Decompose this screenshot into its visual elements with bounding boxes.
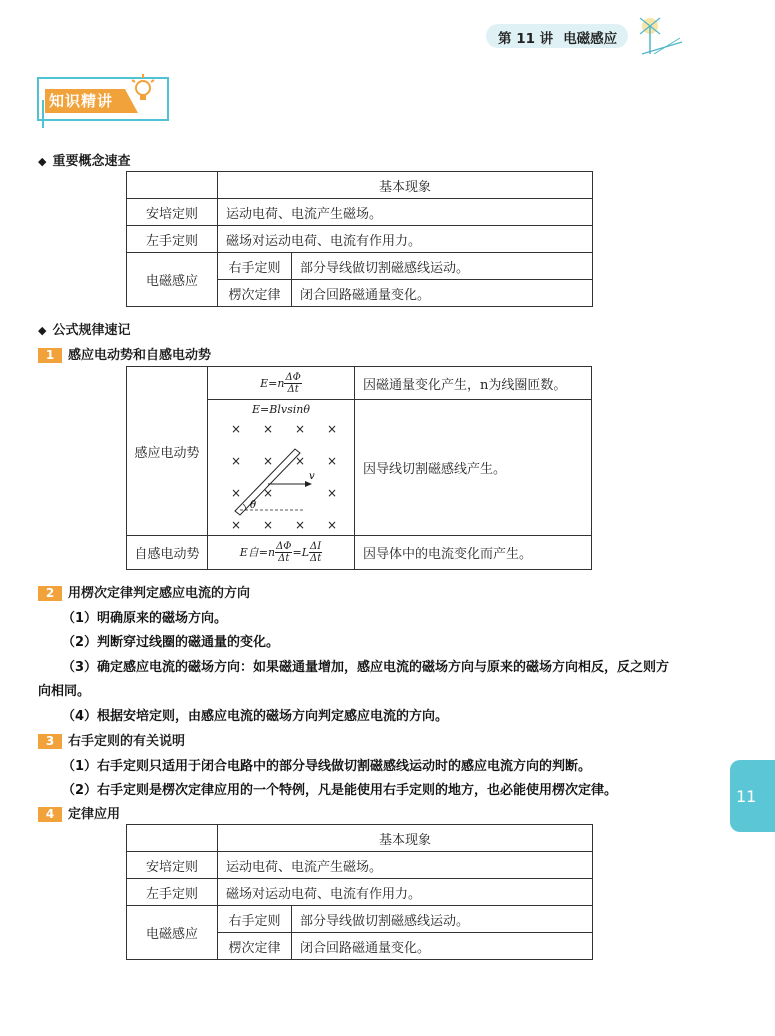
lecture-topic: 电磁感应	[563, 31, 618, 47]
formula-faraday: E=n $\frac{\Delta\Phi}{\Delta t}$	[208, 367, 355, 400]
table-row	[127, 367, 592, 400]
item-heading-1	[38, 344, 211, 363]
page-number: 11	[736, 787, 757, 806]
item-title: 用楞次定律判定感应电流的方向	[68, 586, 251, 601]
self-emf-label: 自感电动势	[127, 536, 208, 570]
row-desc: 运动电荷、电流产生磁场。	[218, 199, 593, 226]
cross-mark: ×	[295, 518, 306, 532]
section-heading-formulas	[38, 319, 130, 338]
row-desc: 运动电荷、电流产生磁场。	[218, 852, 593, 879]
item-heading-4	[38, 803, 120, 822]
cross-mark: ×	[263, 486, 274, 500]
item-heading-3	[38, 730, 185, 749]
cross-mark: ×	[327, 486, 338, 500]
sub-desc: 闭合回路磁通量变化。	[292, 933, 593, 960]
table-header: 基本现象	[218, 172, 593, 199]
table-row	[127, 906, 593, 933]
paragraph: （2）右手定则是楞次定律应用的一个特例，凡是能使用右手定则的地方，也必能使用楞次定律。	[62, 783, 618, 798]
cross-mark: ×	[231, 454, 242, 468]
theta-label: θ	[250, 500, 257, 511]
item-title: 定律应用	[68, 807, 121, 822]
cross-mark: ×	[295, 454, 306, 468]
paragraph: （3）确定感应电流的磁场方向：如果磁通量增加，感应电流的磁场方向与原来的磁场方向相反，反之则方	[62, 660, 670, 675]
section-heading-concepts	[38, 150, 130, 169]
row-desc: 磁场对运动电荷、电流有作用力。	[218, 879, 593, 906]
item-number-badge: 1	[38, 348, 62, 363]
item-title: 右手定则的有关说明	[68, 734, 186, 749]
paragraph: 向相同。	[38, 684, 91, 699]
section-title: 公式规律速记	[52, 323, 131, 338]
conductor-diagram	[208, 416, 354, 534]
lecture-number: 第 11 讲	[498, 31, 554, 47]
magnetic-field-crosses	[231, 422, 337, 532]
cross-mark: ×	[231, 422, 242, 436]
table-row	[127, 536, 592, 570]
cross-mark: ×	[327, 422, 338, 436]
cross-mark: ×	[263, 518, 274, 532]
item-heading-2	[38, 582, 250, 601]
table-row	[127, 253, 593, 280]
sub-desc: 部分导线做切割磁感线运动。	[292, 906, 593, 933]
item-title: 感应电动势和自感电动势	[68, 348, 212, 363]
row-desc: 磁场对运动电荷、电流有作用力。	[218, 226, 593, 253]
item-number-badge: 3	[38, 734, 62, 749]
cross-mark: ×	[263, 454, 274, 468]
row-name: 左手定则	[127, 226, 218, 253]
table-row	[127, 172, 593, 199]
table-row	[127, 825, 593, 852]
diamond-icon: ◆	[38, 324, 47, 337]
table-row	[127, 199, 593, 226]
diamond-icon: ◆	[38, 155, 47, 168]
group-name: 电磁感应	[127, 906, 218, 960]
sub-name: 楞次定律	[218, 280, 292, 307]
formula-motional-desc: 因导线切割磁感线产生。	[355, 400, 592, 536]
formula-self-induction: E自=n $\frac{\Delta\Phi}{\Delta t}$ =L $\frac{\Delta I}{\Delta t}$	[208, 536, 355, 570]
sub-desc: 闭合回路磁通量变化。	[292, 280, 593, 307]
table-row	[127, 852, 593, 879]
sub-name: 右手定则	[218, 253, 292, 280]
row-name: 左手定则	[127, 879, 218, 906]
formula-table	[126, 366, 592, 570]
table-header: 基本现象	[218, 825, 593, 852]
cross-mark: ×	[327, 454, 338, 468]
cross-mark: ×	[231, 486, 242, 500]
sub-desc: 部分导线做切割磁感线运动。	[292, 253, 593, 280]
row-name: 安培定则	[127, 199, 218, 226]
velocity-label: v	[309, 471, 315, 482]
concepts-table	[126, 171, 593, 307]
cross-mark: ×	[263, 422, 274, 436]
item-number-badge: 2	[38, 586, 62, 601]
sub-name: 右手定则	[218, 906, 292, 933]
cross-mark: ×	[231, 518, 242, 532]
formula-faraday-desc: 因磁通量变化产生，n为线圈匝数。	[355, 367, 592, 400]
induced-emf-label: 感应电动势	[127, 367, 208, 536]
table-row	[127, 879, 593, 906]
banner-title: 知识精讲	[49, 92, 114, 110]
lightbulb-icon	[128, 72, 158, 106]
section-title: 重要概念速查	[52, 154, 131, 169]
windmill-icon	[634, 14, 686, 56]
formula-motional: E=Blvsinθ	[252, 403, 310, 416]
formula-self-desc: 因导体中的电流变化而产生。	[355, 536, 592, 570]
sub-name: 楞次定律	[218, 933, 292, 960]
paragraph: （4）根据安培定则，由感应电流的磁场方向判定感应电流的方向。	[62, 709, 449, 724]
paragraph: （1）右手定则只适用于闭合电路中的部分导线做切割磁感线运动时的感应电流方向的判断。	[62, 759, 592, 774]
group-name: 电磁感应	[127, 253, 218, 307]
cross-mark: ×	[327, 518, 338, 532]
cross-mark: ×	[295, 422, 306, 436]
row-name: 安培定则	[127, 852, 218, 879]
motional-emf-cell	[208, 400, 355, 536]
banner-arrow	[42, 100, 44, 128]
paragraph: （1）明确原来的磁场方向。	[62, 611, 228, 626]
table-row	[127, 226, 593, 253]
application-table	[126, 824, 593, 960]
paragraph: （2）判断穿过线圈的磁通量的变化。	[62, 635, 280, 650]
header-title	[498, 27, 617, 47]
item-number-badge: 4	[38, 807, 62, 822]
